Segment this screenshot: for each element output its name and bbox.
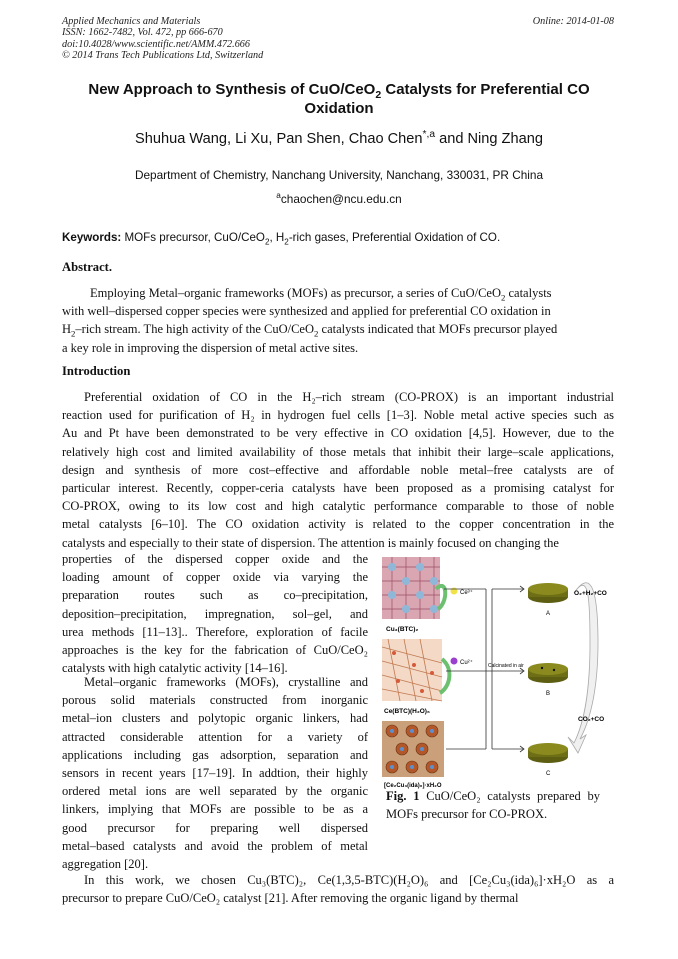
- mof1-label: Cu₃(BTC)₂: [386, 626, 419, 633]
- online-date: Online: 2014-01-08: [532, 16, 614, 27]
- text-line: applications including gas adsorption, separation and: [62, 747, 368, 762]
- text-line: deposition–precipitation, impregnation, sol–gel, and: [62, 606, 368, 621]
- cu-ion-label: Cu²⁺: [460, 660, 473, 666]
- text-line: good precursor for preparing well dispersed: [62, 820, 368, 835]
- text-line: In this work, we chosen Cu₃(BTC)₂, Ce(1,3,5-BTC)(H₂O)₆ and [Ce₂Cu₃(ida)₆]·xH₂O as a: [84, 873, 614, 887]
- ce-ion-label: Ce³⁺: [460, 590, 473, 596]
- mof-crystal-2: [382, 639, 442, 701]
- author-last: and Ning Zhang: [435, 131, 543, 147]
- text-line: sensors in recent years [17–19]. In addtion, their highly: [62, 766, 368, 781]
- catalyst-disc-b: [528, 663, 568, 683]
- abs-text: with well–dispersed copper species were synthesized and applied for preferential CO oxidation in: [62, 304, 551, 319]
- text-line: porous solid materials constructed from inorganic: [62, 693, 368, 708]
- text-line: design and synthesis of more cost–effective and affordable noble metal–free catalysts are of: [62, 462, 614, 477]
- kw-sub: 2: [284, 237, 289, 247]
- text-line: Preferential oxidation of CO in the H₂–rich stream (CO-PROX) is an important industrial: [84, 390, 614, 404]
- text-line: properties of the dispersed copper oxide and the: [62, 552, 368, 566]
- text-line: linkers, implying that MOFs are possible to be as a: [62, 802, 368, 817]
- abstract-text: [62, 284, 614, 357]
- text-line: approaches is the key for the fabrication of CuO/CeO₂: [62, 643, 368, 658]
- mof3-label: [Ce₂Cu₃(ida)₆]·xH₂O: [384, 783, 442, 789]
- text-line: Au and Pt have been demonstrated to be very effective in CO oxidation [4,5]. However, due to the: [62, 426, 614, 441]
- intro-heading: Introduction: [62, 364, 131, 378]
- text-line: CO-PROX, owing to its low cost and high catalytic performance comparable to those of noble: [62, 499, 614, 514]
- abs-text: catalysts: [505, 286, 552, 300]
- email-address: chaochen@ncu.edu.cn: [280, 192, 402, 206]
- text-line: relatively high cost and limited availability of those metals that inhibit their large–scale applications,: [62, 444, 614, 459]
- text-line: metal–ion clusters and polytopic organic linkers, had: [62, 711, 368, 726]
- abstract-heading: Abstract.: [62, 260, 113, 274]
- journal-header: [62, 16, 263, 62]
- catalyst-disc-c: [528, 743, 568, 763]
- abs-sub: 2: [71, 328, 76, 339]
- mof-crystal-3: [382, 721, 444, 777]
- title-part: Catalysts for Preferential CO: [381, 81, 590, 98]
- gas-in-label: O₂+H₂+CO: [574, 590, 607, 597]
- text-line: Metal–organic frameworks (MOFs), crystalline and: [84, 675, 368, 689]
- text-line: precursor to prepare CuO/CeO₂ catalyst [21]. After removing the organic ligand by thermal: [62, 891, 519, 906]
- text-line: catalysts and especially to their state of dispersion. The attention is mainly focused on changing the: [62, 535, 559, 550]
- email-mark: a: [276, 191, 281, 201]
- abs-text: a key role in improving the dispersion of metal active sites.: [62, 340, 359, 355]
- title-sub: 2: [375, 89, 382, 101]
- caption-text: CuO/CeO₂ catalysts prepared by MOFs precursor for CO-PROX.: [386, 789, 601, 821]
- gas-out-label: CO₂+CO: [578, 716, 605, 723]
- disc-b-label: B: [546, 691, 551, 697]
- abs-sub: 2: [314, 328, 319, 339]
- issn: ISSN: 1662-7482, Vol. 472, pp 666-670: [62, 27, 223, 39]
- intro-paragraph-3: [62, 871, 614, 907]
- text-line: reaction used for purification of H₂ in hydrogen fuel cells [1–3]. Noble metal active species such as: [62, 408, 614, 423]
- abs-text: catalysts indicated that MOFs precursor played: [318, 322, 558, 337]
- text-line: ordered metal ions are well separated by the organic: [62, 784, 368, 799]
- text-line: urea methods [11–13].. Therefore, exploration of facile: [62, 624, 368, 639]
- keywords-text: MOFs precursor, CuO/CeO: [121, 231, 265, 244]
- text-line: particular interest. Recently, copper-ceria catalysts have been proposed as a promising catalyst for: [62, 481, 614, 496]
- paper-title: [60, 80, 618, 118]
- text-line: loading amount of copper oxide via varying the: [62, 570, 368, 585]
- intro-paragraph-1: [62, 388, 614, 552]
- calcination-connector: [444, 586, 524, 752]
- mof2-label: Ce(BTC)(H₂O)₆: [384, 708, 430, 715]
- cu-ion-icon: [451, 658, 458, 665]
- intro-paragraph-1-cont: [62, 550, 368, 677]
- keywords-label: Keywords:: [62, 231, 122, 244]
- text-line: catalysts with high catalytic activity [14–16].: [62, 661, 288, 676]
- gas-flow-arrow-icon: [568, 583, 598, 753]
- abs-text: –rich stream. The high activity of the CuO/CeO: [75, 322, 315, 337]
- abs-text: Employing Metal–organic frameworks (MOFs) as precursor, a series of CuO/CeO: [90, 286, 501, 300]
- mof-crystal-1: [382, 557, 440, 619]
- author-names: Shuhua Wang, Li Xu, Pan Shen, Chao Chen: [135, 131, 423, 147]
- figure-1: [378, 553, 618, 789]
- kw-sub: 2: [264, 237, 270, 247]
- keywords: [62, 231, 501, 247]
- text-line: metal–based catalysts and avoid the problem of metal: [62, 838, 368, 853]
- keywords-text: -rich gases, Preferential Oxidation of CO.: [288, 231, 501, 244]
- title-part: New Approach to Synthesis of CuO/CeO: [88, 81, 376, 98]
- abs-sub: 2: [500, 292, 506, 303]
- abs-text: H: [62, 322, 72, 337]
- ce-ion-icon: [451, 588, 458, 595]
- keywords-text: , H: [269, 231, 285, 244]
- calcined-label: Calcinated in air: [488, 663, 524, 669]
- doi: doi:10.4028/www.scientific.net/AMM.472.666: [62, 38, 250, 50]
- figure-caption: [386, 787, 600, 823]
- email: [60, 192, 618, 206]
- title-line2: Oxidation: [304, 100, 374, 117]
- text-line: preparation routes such as co–precipitation,: [62, 588, 368, 603]
- text-line: aggregation [20].: [62, 857, 149, 872]
- caption-label: Fig. 1: [386, 789, 420, 803]
- disc-a-label: A: [546, 611, 551, 617]
- disc-c-label: C: [546, 771, 551, 777]
- intro-paragraph-2: [62, 673, 368, 873]
- text-line: metal catalysts [6–10]. The CO oxidation activity is related to the copper concentration in the: [62, 517, 614, 532]
- copyright: © 2014 Trans Tech Publications Ltd, Switzerland: [62, 50, 264, 62]
- affiliation: Department of Chemistry, Nanchang University, Nanchang, 330031, PR China: [134, 168, 544, 182]
- author-list: [60, 131, 618, 147]
- text-line: attracted considerable attention for a variety of: [62, 729, 368, 744]
- author-mark: *,a: [422, 129, 436, 141]
- catalyst-disc-a: [528, 583, 568, 603]
- journal-name: Applied Mechanics and Materials: [62, 16, 201, 27]
